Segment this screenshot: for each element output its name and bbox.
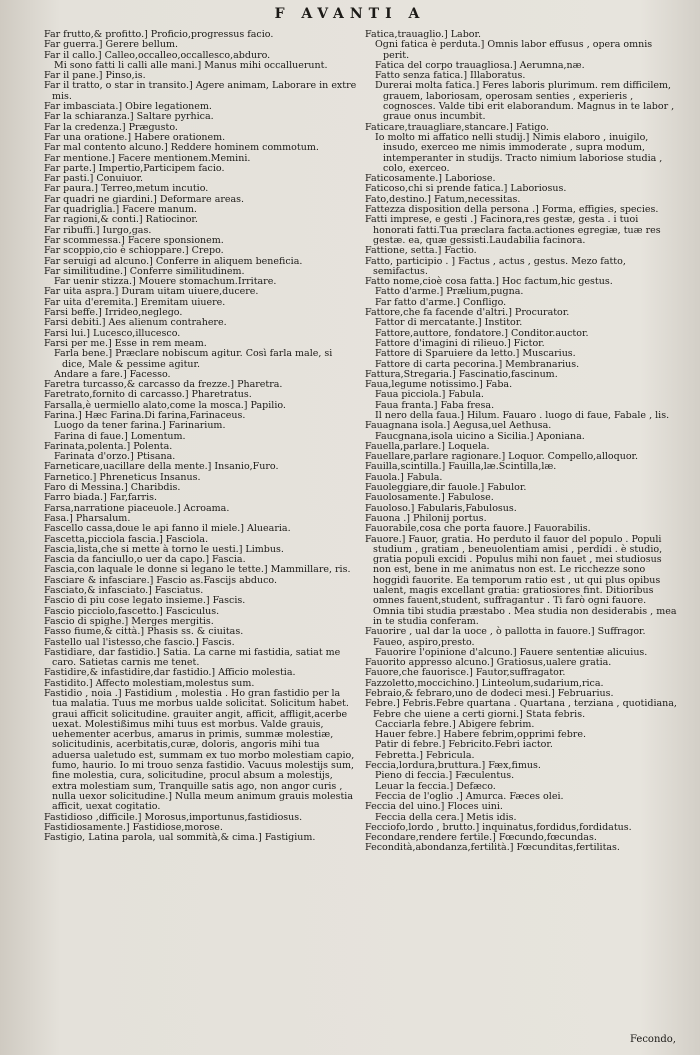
dictionary-entry: Fauellare,parlare ragionare.] Loquor. Compello,alloquor. xyxy=(365,451,639,463)
dictionary-entry: Hauer febre.] Habere febrim,opprimi febre. xyxy=(375,729,586,741)
dictionary-entry: Faucgnana,isola uicino a Sicilia.] Aponiana. xyxy=(375,430,585,442)
dictionary-entry: Far il callo.] Calleo,occalleo,occallesco,abduro. xyxy=(44,49,271,61)
dictionary-entry: Far uenir stizza.] Mouere stomachum.Irritare. xyxy=(54,276,277,288)
dictionary-entry: Fatto nome,cioè cosa fatta.] Hoc factum,hic gestus. xyxy=(365,276,613,288)
dictionary-entry: Fasciato,& infasciato.] Fasciatus. xyxy=(44,585,204,597)
dictionary-entry: Feccia della cera.] Metis idis. xyxy=(375,811,517,823)
dictionary-entry: Fatto d'arme.] Prælium,pugna. xyxy=(375,286,524,298)
dictionary-entry: Fascia,lista,che si mette à torno le uesti.] Limbus. xyxy=(44,543,284,555)
dictionary-entry: Fazzoletto,moccichino.] Linteolum,sudarium,rica. xyxy=(365,677,604,689)
dictionary-entry: Fattor di mercatante.] Institor. xyxy=(375,317,523,329)
dictionary-entry: Far seruigi ad alcuno.] Conferre in aliquem beneficia. xyxy=(44,255,303,267)
dictionary-entry: Far la schiaranza.] Saltare pyrhica. xyxy=(44,111,214,123)
dictionary-entry: Fattore di carta pecorina.] Membranarius. xyxy=(375,358,580,370)
dictionary-entry: Farinata,polenta.] Polenta. xyxy=(44,440,173,452)
dictionary-entry: Fatti imprese, e gesti .] Facinora,res gestæ, gesta . i tuoi honorati fatti.Tua præclara facta.actiones egregiæ, tuæ res gestæ. ea, quæ gessisti.Laudabilia facinora. xyxy=(365,214,661,246)
dictionary-entry: Fascio di spighe.] Merges mergitis. xyxy=(44,615,214,627)
dictionary-entry: Fastigio, Latina parola, ual sommità,& cima.] Fastigium. xyxy=(44,832,316,844)
dictionary-entry: Fastidito.] Affecto molestiam,molestus sum. xyxy=(44,677,255,689)
dictionary-entry: Far similitudine.] Conferre similitudinem. xyxy=(44,265,245,277)
dictionary-entry: Fauagnana isola.] Aegusa,uel Aethusa. xyxy=(365,420,552,432)
dictionary-entry: Fauorire , ual dar la uoce , ò pallotta in fauore.] Suffragor. Faueo, aspiro,presto. xyxy=(365,626,646,648)
dictionary-entry: Fattore,che fa facende d'altri.] Procurator. xyxy=(365,307,570,319)
dictionary-entry: Fecondare,rendere fertile.] Fœcundo,fœcundas. xyxy=(365,832,597,844)
dictionary-entry: Fauona .] Philonij portus. xyxy=(365,512,487,524)
dictionary-entry: Far guerra.] Gerere bellum. xyxy=(44,39,178,51)
dictionary-entry: Far parte.] Impertio,Participem facio. xyxy=(44,162,225,174)
dictionary-entry: Farina di faue.] Lomentum. xyxy=(54,430,186,442)
dictionary-entry: Fauore,che fauorisce.] Fautor,suffragator. xyxy=(365,667,566,679)
dictionary-entry: Farina.] Hæc Farina.Di farina,Farinaceus. xyxy=(44,409,246,421)
dictionary-entry: Farsalla,è uermiello alato,come la mosca.] Papilio. xyxy=(44,399,286,411)
dictionary-entry: Faticoso,chi si prende fatica.] Laboriosus. xyxy=(365,183,567,195)
dictionary-entry: Fastidioso ,difficile.] Morosus,importunus,fastidiosus. xyxy=(44,811,303,823)
dictionary-entry: Far la credenza.] Prægusto. xyxy=(44,121,178,133)
dictionary-entry: Fascio picciolo,fascetto.] Fasciculus. xyxy=(44,605,220,617)
dictionary-entry: Faticosamente.] Laboriose. xyxy=(365,173,496,185)
dictionary-entry: Fasa.] Pharsalum. xyxy=(44,512,131,524)
dictionary-entry: Fauola.] Fabula. xyxy=(365,471,443,483)
dictionary-entry: Fattore,auttore, fondatore.] Conditor.auctor. xyxy=(375,327,589,339)
dictionary-entry: Fecondità,abondanza,fertilità.] Fœcunditas,fertilitas. xyxy=(365,842,620,854)
dictionary-entry: Fauorabile,cosa che porta fauore.] Fauorabilis. xyxy=(365,523,591,535)
dictionary-entry: Faua,legume notissimo.] Faba. xyxy=(365,379,513,391)
dictionary-entry: Farsi lui.] Lucesco,illucesco. xyxy=(44,327,181,339)
columns xyxy=(44,30,678,1039)
dictionary-entry: Fecciofo,lordo , brutto.] inquinatus,fordidus,fordidatus. xyxy=(365,821,632,833)
dictionary-entry: Fastidire,& infastidire,dar fastidio.] Afficio molestia. xyxy=(44,667,296,679)
dictionary-entry: Far frutto,& profitto.] Proficio,progressus facio. xyxy=(44,30,274,40)
dictionary-entry: Fauoleggiare,dir fauole.] Fabulor. xyxy=(365,482,527,494)
dictionary-entry: Fauorire l'opinione d'alcuno.] Fauere sententiæ alicuius. xyxy=(375,646,648,658)
dictionary-entry: Fascia,con laquale le donne si legano le tette.] Mammillare, ris. xyxy=(44,564,351,576)
dictionary-entry: Farro biada.] Far,farris. xyxy=(44,492,158,504)
dictionary-entry: Luogo da tener farina.] Farinarium. xyxy=(54,420,226,432)
dictionary-entry: Febretta.] Febricula. xyxy=(375,749,475,761)
dictionary-entry: Faretra turcasso,& carcasso da frezze.] Pharetra. xyxy=(44,379,283,391)
dictionary-entry: Far mentione.] Facere mentionem.Memini. xyxy=(44,152,251,164)
page-header: F AVANTI A xyxy=(274,6,426,22)
dictionary-entry: Faua franta.] Faba fresa. xyxy=(375,399,495,411)
dictionary-entry: Fasso fiume,& città.] Phasis ss. & ciuitas. xyxy=(44,626,244,638)
dictionary-entry: Il nero della faua.] Hilum. Fauaro . luogo di faue, Fabale , lis. xyxy=(375,409,670,421)
dictionary-entry: Fastello ual l'istesso,che fascio.] Fascis. xyxy=(44,636,235,648)
dictionary-entry: Feccia del uino.] Floces uini. xyxy=(365,801,503,813)
dictionary-entry: Fauolosamente.] Fabulose. xyxy=(365,492,494,504)
dictionary-entry: Andare a fare.] Facesso. xyxy=(54,368,171,380)
dictionary-entry: Febre.] Febris.Febre quartana . Quartana , terziana , quotidiana, Febre che uiene a certi giorni.] Stata febris. xyxy=(365,698,677,720)
dictionary-entry: Farsi beffe.] Irrideo,neglego. xyxy=(44,307,183,319)
dictionary-entry: Farnetico.] Phreneticus Insanus. xyxy=(44,471,201,483)
dictionary-entry: Fastidiosamente.] Fastidiose,morose. xyxy=(44,821,223,833)
dictionary-entry: Faro di Messina.] Charibdis. xyxy=(44,482,181,494)
dictionary-entry: Fasciare & infasciare.] Fascio as.Fascijs abduco. xyxy=(44,574,277,586)
dictionary-entry: Fascetta,picciola fascia.] Fasciola. xyxy=(44,533,209,545)
dictionary-entry: Far ragioni,& conti.] Ratiocinor. xyxy=(44,214,198,226)
dictionary-entry: Fascello cassa,doue le api fanno il miele.] Aluearia. xyxy=(44,523,291,535)
dictionary-entry: Faua picciola.] Fabula. xyxy=(375,389,484,401)
dictionary-entry: Fattezza disposition della persona .] Forma, effigies, species. xyxy=(365,204,659,216)
dictionary-entry: Faretrato,fornito di carcasso.] Pharetratus. xyxy=(44,389,252,401)
dictionary-entry: Far uita aspra.] Duram uitam uiuere,ducere. xyxy=(44,286,259,298)
dictionary-entry: Fauella,parlare.] Loquela. xyxy=(365,440,490,452)
dictionary-entry: Leuar la feccia.] Defæco. xyxy=(375,780,496,792)
catchword: Fecondo, xyxy=(630,1034,676,1045)
dictionary-entry: Durerai molta fatica.] Feres laboris plurimum. rem difficilem, grauem, laboriosam, operosam senties , experieris , cognosces. Valde tibi erit elaborandum. Magnus in te labor , graue onus incumbit. xyxy=(375,80,675,123)
dictionary-entry: Fattore d'imagini di rilieuo.] Fictor. xyxy=(375,337,545,349)
dictionary-entry: Faticare,trauagliare,stancare.] Fatigo. xyxy=(365,121,549,133)
dictionary-entry: Fatica del corpo trauagliosa.] Aerumna,næ. xyxy=(375,59,585,71)
dictionary-entry: Fatica,trauaglio.] Labor. xyxy=(365,30,482,40)
dictionary-entry: Far il pane.] Pinso,is. xyxy=(44,70,146,82)
dictionary-entry: Far uita d'eremita.] Eremitam uiuere. xyxy=(44,296,226,308)
dictionary-entry: Fascio di piu cose legato insieme.] Fascis. xyxy=(44,595,246,607)
dictionary-entry: Ogni fatica è perduta.] Omnis labor effusus , opera omnis perit. xyxy=(375,39,653,61)
dictionary-entry: Cacciarla febre.] Abigere febrim. xyxy=(375,718,535,730)
dictionary-entry: Feccia de l'oglio .] Amurca. Fæces olei. xyxy=(375,790,564,802)
dictionary-entry: Far mal contento alcuno.] Reddere hominem commotum. xyxy=(44,142,319,154)
right-column xyxy=(365,30,678,1039)
dictionary-entry: Feccia,lordura,bruttura.] Fæx,fimus. xyxy=(365,760,541,772)
dictionary-entry: Far paura.] Terreo,metum incutio. xyxy=(44,183,209,195)
dictionary-entry: Febraio,& febraro,uno de dodeci mesi.] Februarius. xyxy=(365,688,614,699)
dictionary-entry: Fascia da fanciullo,o uer da capo.] Fascia. xyxy=(44,554,246,566)
dictionary-entry: Far imbasciata.] Obire legationem. xyxy=(44,101,212,113)
dictionary-entry: Farsi debiti.] Aes alienum contrahere. xyxy=(44,317,227,329)
dictionary-entry: Fauore.] Fauor, gratia. Ho perduto il fauor del populo . Populi studium , gratiam , beneuolentiam amisi , perdidi . è studio, gratia populi excidi . Populus mihi non fauet , mei studiosus non est, bene in me animatus non est. Le ricchezze sono hoggidì fauorite. Ea temporum ratio est , ut qui plus opibus ualent, magis excellant gratia: gratiosiores fint. Ditioribus omnes fauent,student, suffragantur . Ti farò ogni fauore. Omnia tibi studia præstabo . Mea studia non desiderabis , mea in te studia conferam. xyxy=(365,533,677,627)
dictionary-entry: Far il tratto, o star in transito.] Agere animam, Laborare in extre mis. xyxy=(44,80,357,102)
dictionary-entry: Far quadriglia.] Facere manum. xyxy=(44,204,197,216)
dictionary-entry: Fattore di Sparuiere da letto.] Muscarius. xyxy=(375,348,576,360)
dictionary-entry: Far fatto d'arme.] Confligo. xyxy=(375,296,507,308)
dictionary-entry: Far scoppio,cio è schioppare.] Crepo. xyxy=(44,245,224,257)
dictionary-entry: Patir di febre.] Febricito.Febri iactor. xyxy=(375,739,553,751)
left-column xyxy=(44,30,357,1039)
dictionary-entry: Farsi per me.] Esse in rem meam. xyxy=(44,337,207,349)
dictionary-entry: Fattura,Stregaria.] Fascinatio,fascinum. xyxy=(365,368,558,380)
dictionary-entry: Far quadri ne giardini.] Deformare areas. xyxy=(44,193,245,205)
dictionary-entry: Far una oratione.] Habere orationem. xyxy=(44,131,226,143)
dictionary-entry: Far ribuffi.] Iurgo,gas. xyxy=(44,224,152,236)
dictionary-entry: Farsa,narratione piaceuole.] Acroama. xyxy=(44,502,230,514)
dictionary-entry: Fatto, participio . ] Factus , actus , gestus. Mezo fatto, semifactus. xyxy=(365,255,626,277)
dictionary-entry: Far scommessa.] Facere sponsionem. xyxy=(44,234,224,246)
dictionary-entry: Fauoloso.] Fabularis,Fabulosus. xyxy=(365,502,517,514)
dictionary-entry: Io molto mi affatico nelli studij.] Nimis elaboro , inuigilo, insudo, exerceo me nimis immoderate , supra modum, intemperanter in studijs. Tracto nimium laboriose studia , colo, exerceo. xyxy=(375,131,663,174)
dictionary-entry: Far pasti.] Conuiuor. xyxy=(44,173,144,185)
dictionary-entry: Fattione, setta.] Factio. xyxy=(365,245,477,257)
dictionary-entry: Farinata d'orzo.] Ptisana. xyxy=(54,451,176,463)
dictionary-entry: Mi sono fatti li calli alle mani.] Manus mihi occalluerunt. xyxy=(54,59,328,71)
dictionary-entry: Fauilla,scintilla.] Fauilla,læ.Scintilla,læ. xyxy=(365,461,557,473)
dictionary-entry: Fatto senza fatica.] Illaboratus. xyxy=(375,70,526,82)
dictionary-entry: Fato,destino.] Fatum,necessitas. xyxy=(365,193,521,205)
dictionary-entry: Farneticare,uacillare della mente.] Insanio,Furo. xyxy=(44,461,279,473)
dictionary-entry: Farla bene.] Præclare nobiscum agitur. Così farla male, si dice, Male & pessime agitur. xyxy=(54,348,333,370)
dictionary-entry: Fastidio , noia .] Fastidium , molestia . Ho gran fastidio per la tua malatia. Tuus me morbus ualde solicitat. Solicitum habet. graui afficit solicitudine. grauiter angit, afficit, affligit,acerbe uexat. Molestißimus mihi tuus est morbus. Valde grauis, uehementer acerbus, amarus in primis, summæ molestiæ, solicitudinis, acerbitatis,curæ, doloris, angoris mihi tua aduersa ualetudo est, summam ex tuo morbo molestiam capio, fumo, haurio. Io mi trouo senza fastidio. Vacuus molestijs sum, fine molestia, cura, solicitudine, procul absum a molestijs, extra molestiam sum, Tranquille satis ago, non angor curis , nulla uexor solicitudine.] Nulla meum animum grauis molestia afficit, uexat cogitatio. xyxy=(44,688,355,813)
dictionary-entry: Fastidiare, dar fastidio.] Satia. La carne mi fastidia, satiat me caro. Satietas carnis me tenet. xyxy=(44,646,341,669)
dictionary-entry: Fauorito appresso alcuno.] Gratiosus,ualere gratia. xyxy=(365,657,612,669)
dictionary-entry: Pieno di feccia.] Fæculentus. xyxy=(375,770,515,782)
